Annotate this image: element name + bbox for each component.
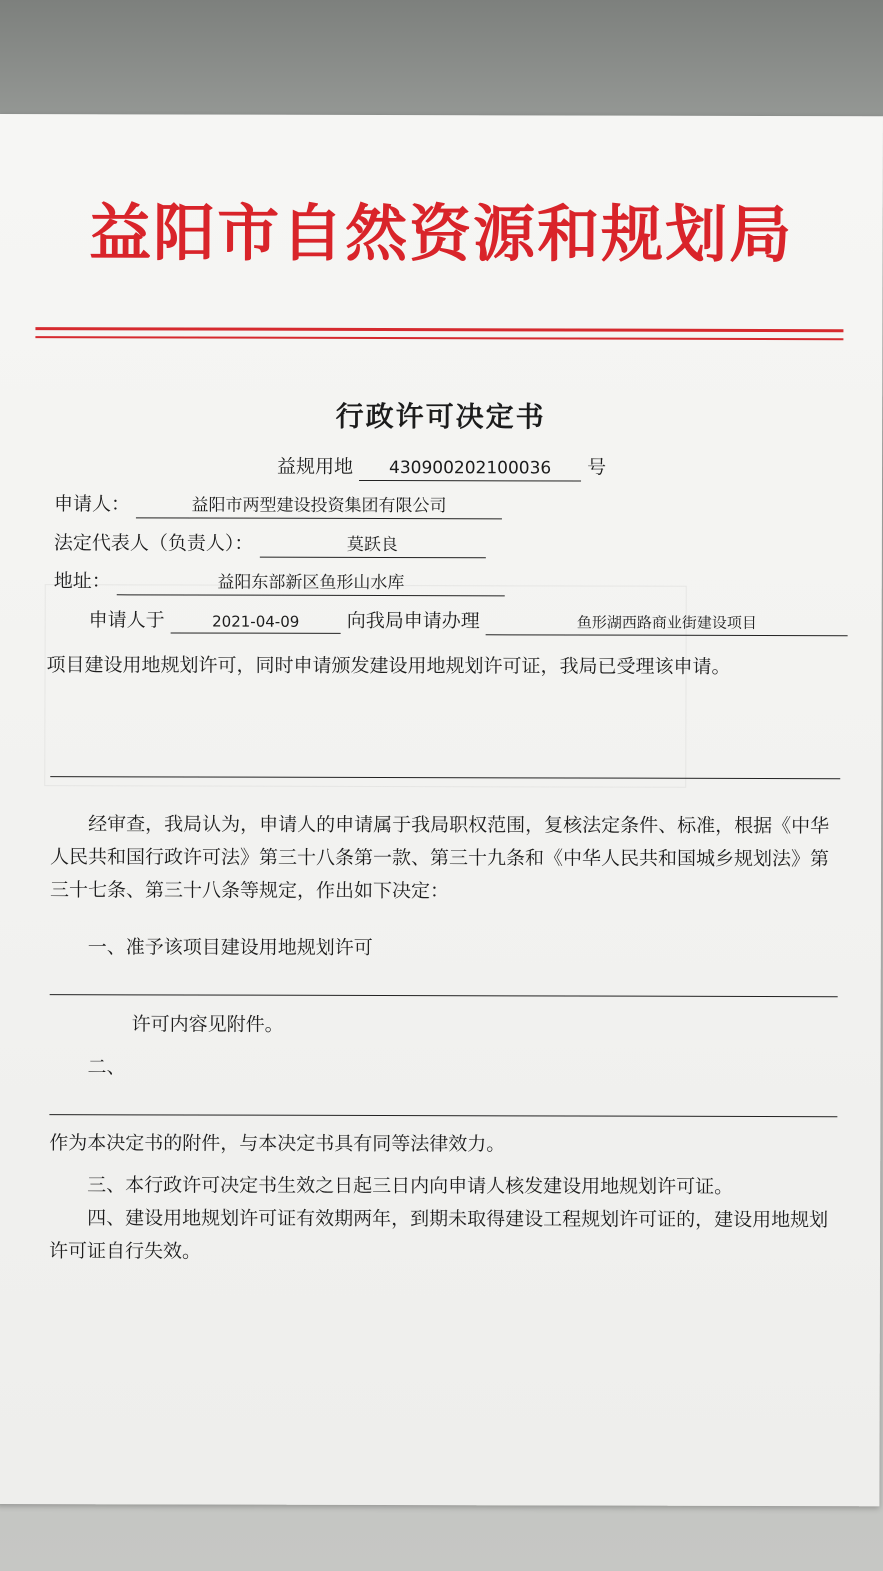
- decision-item-1: 一、准予该项目建设用地规划许可: [87, 936, 373, 959]
- application-prefix: 申请人于: [88, 609, 165, 632]
- doc-number-value: 430900202100036: [359, 458, 581, 482]
- applicant-line: [54, 489, 502, 519]
- blank-rule-3: [49, 1114, 837, 1117]
- application-date: 2021-04-09: [171, 612, 341, 633]
- application-line: [89, 605, 848, 636]
- address-value: 益阳东部新区鱼形山水库: [117, 567, 505, 596]
- decision-item-3: 三、本行政许可决定书生效之日起三日内向申请人核发建设用地规划许可证。: [87, 1174, 734, 1198]
- address-label: 地址：: [53, 570, 111, 593]
- legal-rep-label: 法定代表人（负责人）：: [53, 532, 254, 555]
- legal-rep-value: 莫跃良: [259, 530, 485, 559]
- doc-number-prefix: 益规用地: [277, 455, 354, 478]
- letterhead-rule-thin: [35, 336, 843, 340]
- decision-item-2: 二、: [87, 1056, 126, 1079]
- document-page: [0, 114, 883, 1506]
- doc-number-suffix: 号: [587, 456, 607, 479]
- application-continuation: 项目建设用地规划许可，同时申请颁发建设用地规划许可证，我局已受理该申请。: [46, 654, 731, 678]
- attachment-note: 作为本决定书的附件，与本决定书具有同等法律效力。: [49, 1132, 506, 1156]
- legal-rep-line: [54, 528, 486, 558]
- decision-item-4: 四、建设用地规划许可证有效期两年，到期未取得建设工程规划许可证的，建设用地规划许可证自行失效。: [48, 1207, 829, 1263]
- applicant-label: 申请人：: [53, 493, 131, 516]
- address-line: [54, 566, 505, 596]
- photo-background: [0, 0, 883, 120]
- decision-item-1-note: 许可内容见附件。: [131, 1013, 284, 1036]
- review-paragraph: 经审查，我局认为，申请人的申请属于我局职权范围，复核法定条件、标准，根据《中华人民共和国行政许可法》第三十八条第一款、第三十九条和《中华人民共和国城乡规划法》第三十七条、第三十八条等规定，作出如下决定：: [49, 813, 830, 903]
- applicant-value: 益阳市两型建设投资集团有限公司: [136, 490, 502, 519]
- letterhead: 益阳市自然资源和规划局: [89, 196, 794, 272]
- document-number-line: [277, 452, 606, 482]
- blank-rule-2: [50, 994, 838, 997]
- document-title: 行政许可决定书: [335, 399, 546, 434]
- letterhead-rule-thick: [35, 327, 843, 332]
- application-project: 鱼形湖西路商业街建设项目: [486, 611, 848, 636]
- application-middle: 向我局申请办理: [346, 609, 480, 633]
